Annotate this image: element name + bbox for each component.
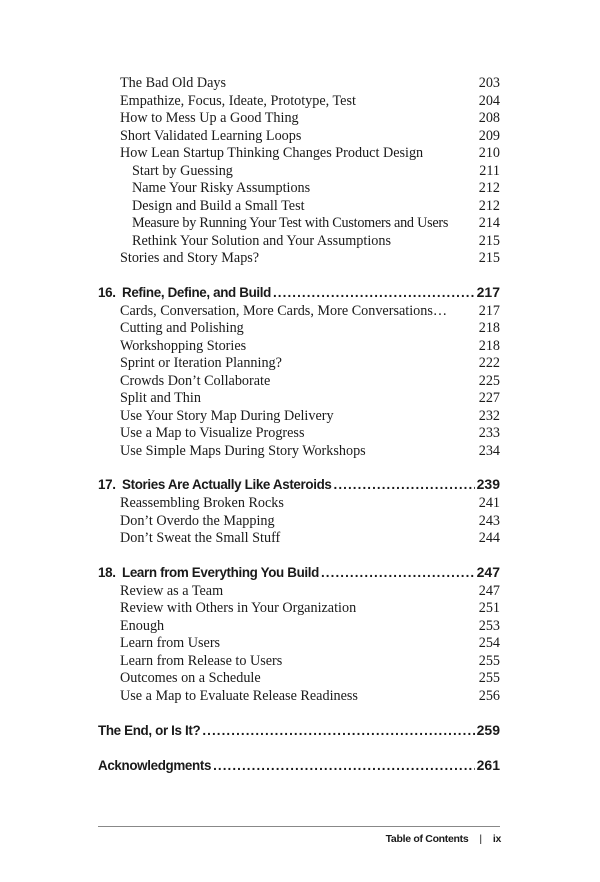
dot-leader <box>213 756 475 776</box>
toc-entry-page: 247 <box>478 583 500 599</box>
toc-entry-page: 204 <box>478 93 500 109</box>
toc-subentry-title: Rethink Your Solution and Your Assumptions <box>132 233 391 249</box>
toc-entry-title: Cutting and Polishing <box>120 320 244 336</box>
chapter-18-heading[interactable] <box>98 562 500 582</box>
toc-entry-title: Split and Thin <box>120 390 201 406</box>
acknowledgments-heading[interactable] <box>98 755 500 775</box>
dot-leader <box>202 721 474 741</box>
toc-entry[interactable] <box>120 302 500 320</box>
toc-entry[interactable] <box>120 442 500 460</box>
chapter-number: 16. <box>98 285 116 300</box>
toc-entry-page: 227 <box>478 390 500 406</box>
toc-entry[interactable] <box>120 337 500 355</box>
toc-entry[interactable] <box>120 494 500 512</box>
toc-subentry-page: 212 <box>478 198 500 214</box>
toc-entry[interactable] <box>120 127 500 145</box>
toc-entry[interactable] <box>120 652 500 670</box>
chapter-16-heading[interactable] <box>98 282 500 302</box>
toc-entry[interactable] <box>120 109 500 127</box>
toc-entry-page: 225 <box>478 373 500 389</box>
toc-subentry-title: Start by Guessing <box>132 163 233 179</box>
toc-entry-page: 233 <box>478 425 500 441</box>
footer-separator: | <box>479 833 482 845</box>
toc-entry[interactable] <box>120 634 500 652</box>
chapter-page: 259 <box>476 722 500 738</box>
toc-entry-page: 222 <box>478 355 500 371</box>
toc-entry-page: 255 <box>478 670 500 686</box>
toc-entry-title: Crowds Don’t Collaborate <box>120 373 271 389</box>
toc-entry-title: How Lean Startup Thinking Changes Product Design <box>120 145 424 161</box>
toc-entry[interactable] <box>120 512 500 530</box>
toc-entry-page: 254 <box>478 635 500 651</box>
toc-entry-title: The Bad Old Days <box>120 75 226 91</box>
dot-leader <box>273 283 475 303</box>
toc-entry-page: 241 <box>478 495 500 511</box>
toc-entry[interactable] <box>120 389 500 407</box>
chapter-page: 217 <box>476 284 500 300</box>
toc-entry[interactable] <box>120 319 500 337</box>
toc-entry-page: 218 <box>478 338 500 354</box>
toc-entry[interactable] <box>120 144 500 162</box>
toc-entry-page: 244 <box>478 530 500 546</box>
toc-entry-title: Learn from Users <box>120 635 221 651</box>
toc-subentry[interactable] <box>132 214 500 232</box>
toc-entry-page: 217 <box>478 303 500 319</box>
toc-entry-title: Empathize, Focus, Ideate, Prototype, Test <box>120 93 356 109</box>
toc-entry-title: Enough <box>120 618 165 634</box>
toc-entry-title: Use a Map to Evaluate Release Readiness <box>120 688 358 704</box>
toc-entry-page: 215 <box>478 250 500 266</box>
toc-entry[interactable] <box>120 92 500 110</box>
toc-subentry[interactable] <box>132 197 500 215</box>
chapter-title: Stories Are Actually Like Asteroids <box>122 477 332 492</box>
toc-entry[interactable] <box>120 354 500 372</box>
toc-entry-title: Don’t Sweat the Small Stuff <box>120 530 281 546</box>
toc-entry-page: 243 <box>478 513 500 529</box>
toc-entry[interactable] <box>120 687 500 705</box>
toc-entry[interactable] <box>120 424 500 442</box>
toc-entry-page: 208 <box>478 110 500 126</box>
toc-entry-page: 203 <box>478 75 500 91</box>
footer-label: Table of Contents <box>385 833 469 845</box>
toc-entry-title: Don’t Overdo the Mapping <box>120 513 275 529</box>
toc-entry-title: Workshopping Stories <box>120 338 247 354</box>
toc-subentry-title: Name Your Risky Assumptions <box>132 180 311 196</box>
toc-entry[interactable] <box>120 529 500 547</box>
toc-subentry-page: 215 <box>478 233 500 249</box>
toc-entry[interactable] <box>120 669 500 687</box>
chapter-17-heading[interactable] <box>98 474 500 494</box>
page-footer <box>386 831 501 847</box>
toc-entry-title: Stories and Story Maps? <box>120 250 260 266</box>
chapter-title: Acknowledgments <box>98 758 212 773</box>
toc-entry-title: Learn from Release to Users <box>120 653 283 669</box>
toc-entry-title: Use Simple Maps During Story Workshops <box>120 443 366 459</box>
toc-entry-page: 232 <box>478 408 500 424</box>
toc-entry[interactable] <box>120 599 500 617</box>
toc-subentry-page: 214 <box>478 215 500 231</box>
toc-entry-page: 234 <box>478 443 500 459</box>
toc-entry-title: Cards, Conversation, More Cards, More Conversations… <box>120 303 448 319</box>
chapter-page: 239 <box>476 476 500 492</box>
chapter-number: 17. <box>98 477 116 492</box>
footer-rule <box>98 826 500 827</box>
chapter-page: 261 <box>476 757 500 773</box>
toc-entry-title: Use Your Story Map During Delivery <box>120 408 334 424</box>
toc-entry-title: Use a Map to Visualize Progress <box>120 425 305 441</box>
toc-entry-page: 253 <box>478 618 500 634</box>
chapter-title: The End, or Is It? <box>98 723 201 738</box>
toc-subentry-page: 211 <box>479 163 500 179</box>
toc-entry-page: 218 <box>478 320 500 336</box>
toc-entry-page: 256 <box>478 688 500 704</box>
dot-leader <box>321 563 475 583</box>
toc-entry-title: Sprint or Iteration Planning? <box>120 355 282 371</box>
toc-subentry-page: 212 <box>478 180 500 196</box>
toc-entry-page: 251 <box>478 600 500 616</box>
chapter-number: 18. <box>98 565 116 580</box>
toc-entry[interactable] <box>120 582 500 600</box>
toc-subentry[interactable] <box>132 179 500 197</box>
footer-page-number: ix <box>492 833 501 845</box>
toc-entry[interactable] <box>120 617 500 635</box>
toc-entry-page: 255 <box>478 653 500 669</box>
toc-subentry[interactable] <box>132 232 500 250</box>
toc-entry-title: How to Mess Up a Good Thing <box>120 110 299 126</box>
toc-entry-title: Review with Others in Your Organization <box>120 600 357 616</box>
toc-entry[interactable] <box>120 407 500 425</box>
toc-entry-page: 209 <box>478 128 500 144</box>
toc-entry[interactable] <box>120 372 500 390</box>
toc-entry-title: Reassembling Broken Rocks <box>120 495 284 511</box>
toc-subentry[interactable] <box>132 162 500 180</box>
toc-entry[interactable] <box>120 249 500 267</box>
toc-entry-title: Review as a Team <box>120 583 224 599</box>
toc-entry-title: Short Validated Learning Loops <box>120 128 302 144</box>
chapter-page: 247 <box>476 564 500 580</box>
dot-leader <box>334 475 475 495</box>
toc-subentry-title: Design and Build a Small Test <box>132 198 305 214</box>
chapter-title: Learn from Everything You Build <box>122 565 319 580</box>
toc-entry-title: Outcomes on a Schedule <box>120 670 261 686</box>
the-end-heading[interactable] <box>98 720 500 740</box>
toc-entry[interactable] <box>120 74 500 92</box>
toc-subentry-title: Measure by Running Your Test with Customers and Users <box>132 215 449 231</box>
toc-entry-page: 210 <box>478 145 500 161</box>
chapter-title: Refine, Define, and Build <box>122 285 271 300</box>
